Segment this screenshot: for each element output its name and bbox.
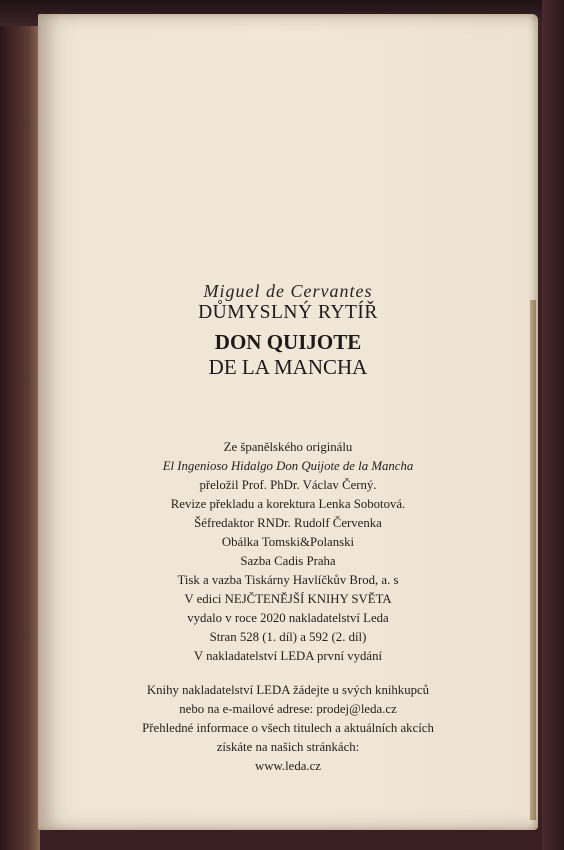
colophon-line: Revize překladu a korektura Lenka Sobotová. — [170, 497, 406, 511]
publisher-info-line: Přehledné informace o všech titulech a aktuálních akcích — [142, 721, 434, 735]
publisher-info-line: nebo na e-mailové adrese: prodej@leda.cz — [179, 702, 397, 716]
colophon-line: Ze španělského originálu — [223, 440, 353, 454]
publisher-info-line: Knihy nakladatelství LEDA žádejte u svých knihkupců — [146, 683, 430, 697]
publisher-website: www.leda.cz — [255, 759, 321, 773]
publisher-info-line: získáte na našich stránkách: — [216, 740, 360, 754]
author-name: Miguel de Cervantes — [203, 281, 373, 301]
colophon-line: V nakladatelství LEDA první vydání — [193, 649, 383, 663]
book-title-line-1: DŮMYSLNÝ RYTÍŘ — [198, 302, 378, 323]
colophon-original-title: El Ingenioso Hidalgo Don Quijote de la Mancha — [162, 459, 414, 473]
colophon-line: Šéfredaktor RNDr. Rudolf Červenka — [194, 516, 382, 530]
colophon-line: přeložil Prof. PhDr. Václav Černý. — [199, 478, 377, 492]
book-title-line-2: DON QUIJOTE — [214, 330, 362, 354]
colophon-line: Tisk a vazba Tiskárny Havlíčkův Brod, a. s — [177, 573, 399, 587]
colophon-line: Obálka Tomski&Polanski — [221, 535, 355, 549]
colophon-line: V edici NEJČTENĚJŠÍ KNIHY SVĚTA — [184, 592, 392, 606]
colophon-line: Stran 528 (1. díl) a 592 (2. díl) — [209, 630, 367, 644]
colophon-line: Sazba Cadis Praha — [240, 554, 336, 568]
colophon-line: vydalo v roce 2020 nakladatelství Leda — [187, 611, 389, 625]
book-title-line-3: DE LA MANCHA — [208, 355, 368, 379]
